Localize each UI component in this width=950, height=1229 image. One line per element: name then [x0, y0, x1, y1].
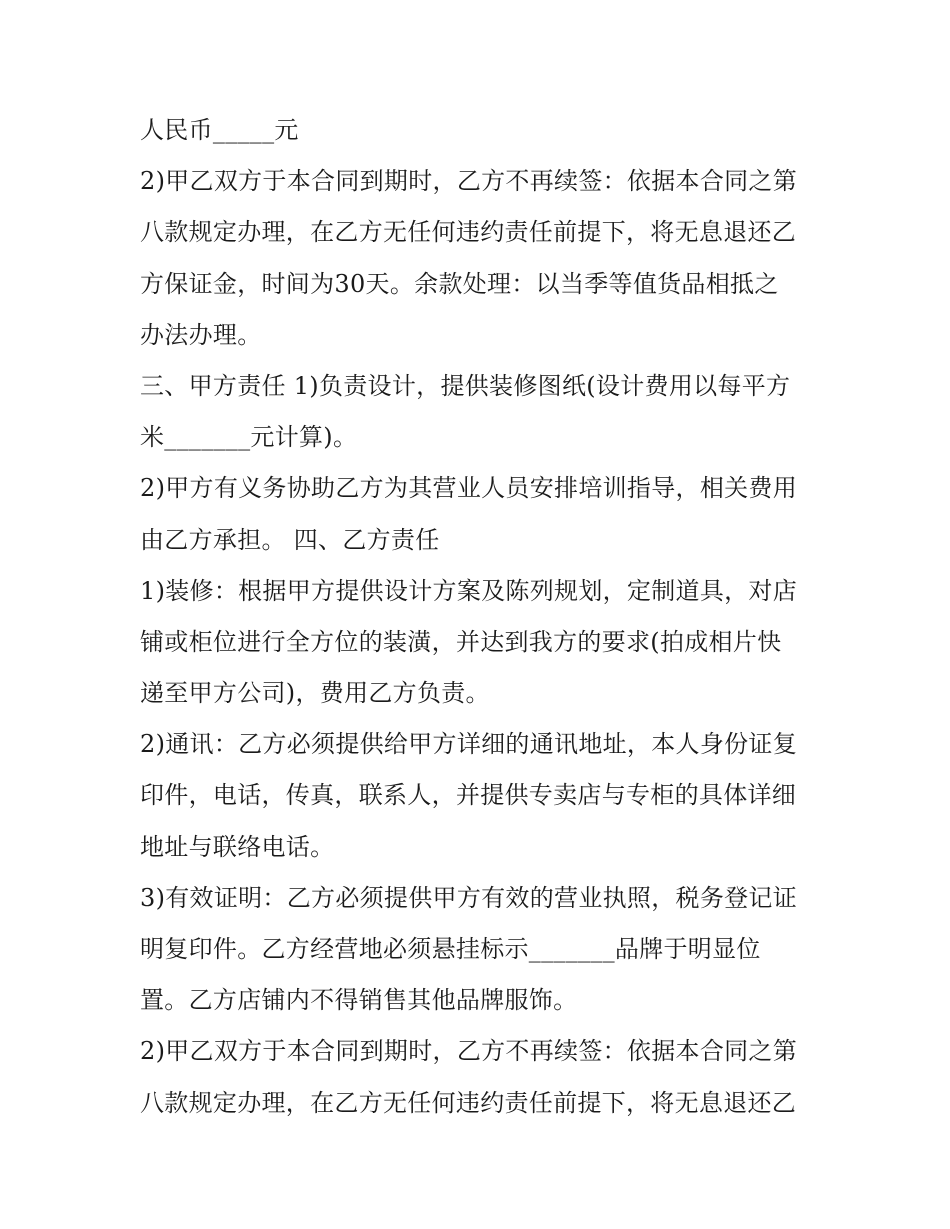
text-line: 办法办理。: [140, 320, 262, 349]
text-line: 八款规定办理，在乙方无任何违约责任前提下，将无息退还乙: [140, 1088, 797, 1117]
text-line: 明复印件。乙方经营地必须悬挂标示_______品牌于明显位: [140, 935, 761, 963]
text-line: 2)甲方有义务协助乙方为其营业人员安排培训指导，相关费用: [140, 474, 798, 503]
text-line: 米_______元计算)。: [140, 423, 358, 452]
text-line: 三、甲方责任 1)负责设计，提供装修图纸(设计费用以每平方: [140, 371, 791, 400]
text-line: 2)通讯：乙方必须提供给甲方详细的通讯地址，本人身份证复: [140, 730, 798, 759]
text-line: 地址与联络电话。: [140, 832, 335, 861]
text-line: 八款规定办理，在乙方无任何违约责任前提下，将无息退还乙: [140, 218, 797, 247]
text-line: 印件，电话，传真，联系人，并提供专卖店与专柜的具体详细: [140, 781, 797, 810]
contract-text: [140, 105, 830, 1129]
text-line: 2)甲乙双方于本合同到期时，乙方不再续签：依据本合同之第: [140, 167, 798, 196]
text-line: 1)装修：根据甲方提供设计方案及陈列规划，定制道具，对店: [140, 576, 798, 605]
text-line: 置。乙方店铺内不得销售其他品牌服饰。: [140, 986, 578, 1015]
text-line: 2)甲乙双方于本合同到期时，乙方不再续签：依据本合同之第: [140, 1037, 798, 1066]
text-line: 3)有效证明：乙方必须提供甲方有效的营业执照，税务登记证: [140, 883, 798, 912]
text-line: 人民币_____元: [140, 116, 299, 144]
text-line: 铺或柜位进行全方位的装潢，并达到我方的要求(拍成相片快: [140, 627, 782, 656]
text-line: 由乙方承担。 四、乙方责任: [140, 525, 440, 554]
text-line: 方保证金，时间为30天。余款处理：以当季等值货品相抵之: [140, 269, 779, 298]
text-line: 递至甲方公司)，费用乙方负责。: [140, 679, 490, 708]
